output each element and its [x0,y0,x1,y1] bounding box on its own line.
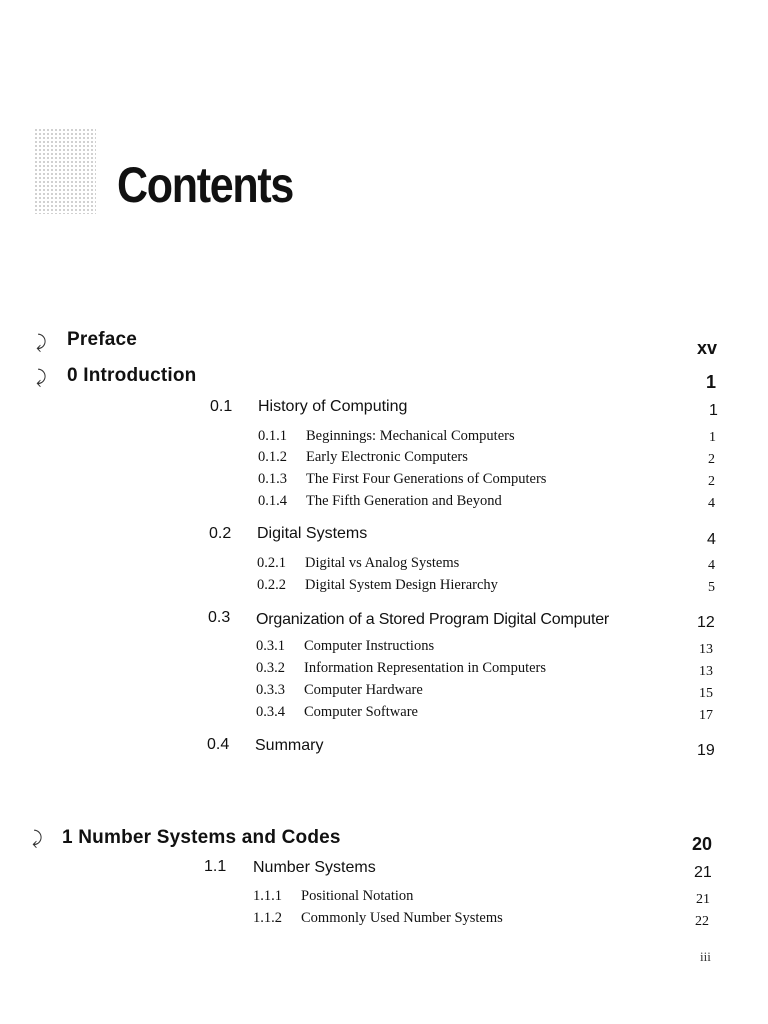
toc-subsection-page: 13 [699,664,713,679]
chapter-arrow-icon: ⤸ [32,828,43,848]
toc-subsection-number: 0.2.2 [257,577,286,593]
toc-subsection-page: 21 [696,892,710,907]
toc-chapter-0-page: 1 [706,372,717,392]
toc-subsection-title[interactable]: The Fifth Generation and Beyond [306,493,502,509]
toc-subsection-title[interactable]: Computer Software [304,704,418,720]
toc-subsection-number: 0.1.2 [258,449,287,465]
toc-subsection-title[interactable]: Commonly Used Number Systems [301,910,503,926]
toc-subsection-page: 22 [695,914,709,929]
toc-section-number: 0.4 [207,736,230,753]
toc-subsection-number: 0.2.1 [257,555,286,571]
toc-chapter-0[interactable]: 0 Introduction [67,365,197,386]
chapter-arrow-icon: ⤸ [36,332,47,352]
toc-section-number: 0.1 [210,398,233,415]
toc-subsection-title[interactable]: Digital System Design Hierarchy [305,577,498,593]
toc-subsection-title[interactable]: Information Representation in Computers [304,660,547,676]
toc-subsection-number: 0.1.3 [258,471,287,487]
toc-subsection-page: 1 [709,430,716,445]
toc-section-page: 12 [697,614,715,631]
chapter-arrow-icon: ⤸ [36,367,47,387]
toc-subsection-page: 4 [708,496,715,511]
toc-section-page: 1 [709,402,718,419]
toc-subsection-page: 2 [708,474,715,489]
toc-section-page: 4 [707,531,716,548]
toc-section-page: 21 [694,864,712,881]
toc-section-page: 19 [697,742,715,759]
toc-subsection-page: 5 [708,580,715,595]
toc-subsection-page: 17 [699,708,713,723]
toc-section-title[interactable]: History of Computing [258,398,408,415]
toc-section-number: 1.1 [204,858,227,875]
toc-subsection-number: 0.3.4 [256,704,285,720]
toc-section-number: 0.3 [208,609,231,626]
toc-chapter-preface[interactable]: Preface [67,329,138,350]
toc-subsection-number: 1.1.1 [253,888,282,904]
decorative-speckle-block [34,128,96,214]
toc-subsection-number: 0.1.1 [258,428,287,444]
toc-subsection-title[interactable]: The First Four Generations of Computers [306,471,547,487]
toc-section-title[interactable]: Digital Systems [257,525,368,542]
page-title: Contents [117,157,294,213]
toc-subsection-title[interactable]: Early Electronic Computers [306,449,468,465]
toc-section-title[interactable]: Summary [255,737,324,754]
toc-chapter-preface-page: xv [697,338,718,358]
toc-section-title[interactable]: Organization of a Stored Program Digital Computer [256,611,610,628]
toc-section-title[interactable]: Number Systems [253,859,376,876]
toc-subsection-page: 15 [699,686,713,701]
toc-subsection-title[interactable]: Computer Instructions [304,638,435,654]
toc-subsection-page: 13 [699,642,713,657]
toc-subsection-title[interactable]: Positional Notation [301,888,414,904]
toc-subsection-number: 0.3.1 [256,638,285,654]
footer-page-number: iii [700,949,711,964]
toc-chapter-1[interactable]: 1 Number Systems and Codes [62,827,341,848]
toc-subsection-number: 0.3.3 [256,682,285,698]
toc-subsection-page: 4 [708,558,715,573]
toc-section-number: 0.2 [209,525,232,542]
toc-subsection-number: 0.1.4 [258,493,287,509]
toc-subsection-page: 2 [708,452,715,467]
toc-subsection-title[interactable]: Computer Hardware [304,682,423,698]
toc-subsection-number: 0.3.2 [256,660,285,676]
toc-chapter-1-page: 20 [692,834,713,854]
toc-subsection-title[interactable]: Beginnings: Mechanical Computers [306,428,515,444]
toc-subsection-title[interactable]: Digital vs Analog Systems [305,555,460,571]
toc-subsection-number: 1.1.2 [253,910,282,926]
